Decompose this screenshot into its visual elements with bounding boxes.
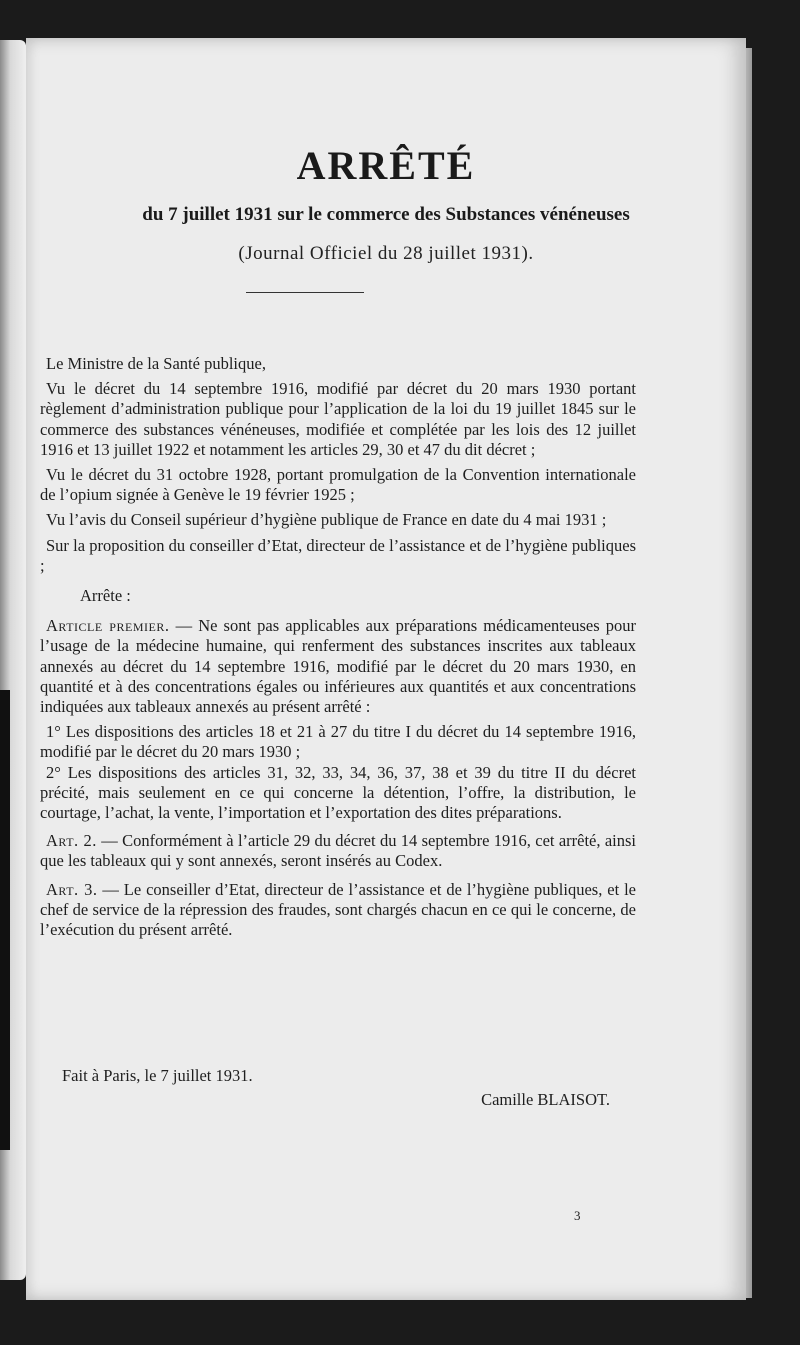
- considerant-proposition: Sur la proposition du conseiller d’Etat, directeur de l’assistance et de l’hygiène publiques ;: [40, 535, 636, 575]
- considerant-decret-1916: Vu le décret du 14 septembre 1916, modifié par décret du 20 mars 1930 portant règlement d’administration publique pour l’application de la loi du 19 juillet 1845 sur le commerce des substances vénéneuses, modifiée et complétée par les lois des 12 juillet 1916 et 13 juillet 1922 et notamment les articles 29, 30 et 47 du dit décret ;: [40, 379, 636, 459]
- article-2-label: Art. 2.: [46, 831, 97, 851]
- article-1-text: — Ne sont pas applicables aux préparations médicamenteuses pour l’usage de la médecine humaine, qui renferment des substances inscrites aux tableaux annexés au décret du 14 septembre 1916, modifié par le décret du 20 mars 1930, en quantité et à des concentrations égales ou inférieures aux quantités et aux concentrations indiquées aux tableaux annexés au présent arrêté :: [40, 616, 636, 717]
- place-date-line: Fait à Paris, le 7 juillet 1931.: [62, 1066, 253, 1085]
- article-2-text: — Conformément à l’article 29 du décret du 14 septembre 1916, cet arrêté, ainsi que les tableaux qui y sont annexés, seront insérés au Codex.: [40, 831, 636, 871]
- article-1: [40, 616, 636, 717]
- article-3: [40, 880, 636, 941]
- article-1-item-1: 1° Les dispositions des articles 18 et 21 à 27 du titre I du décret du 14 septembre 1916, modifié par le décret du 20 mars 1930 ;: [40, 722, 636, 762]
- article-3-label: Art. 3.: [46, 879, 98, 899]
- adjacent-page-print: [0, 690, 10, 1150]
- signature: Camille BLAISOT.: [481, 1090, 610, 1109]
- journal-reference: (Journal Officiel du 28 juillet 1931).: [238, 243, 534, 264]
- closing-block: [40, 1066, 636, 1110]
- article-3-text: — Le conseiller d’Etat, directeur de l’assistance et de l’hygiène publiques, et le chef de service de la répression des fraudes, sont chargés chacun en ce qui le concerne, de l’exécution du présent arrêté.: [40, 879, 636, 940]
- arrete-line: Arrête :: [80, 586, 131, 606]
- page-number: 3: [574, 1208, 581, 1223]
- article-1-item-2: 2° Les dispositions des articles 31, 32, 33, 34, 36, 37, 38 et 39 du titre II du décret précité, mais seulement en ce qui concerne la détention, l’offre, la distribution, le courtage, l’achat, la vente, l’importation et l’exportation des dites préparations.: [40, 762, 636, 823]
- considerant-decret-1928: Vu le décret du 31 octobre 1928, portant promulgation de la Convention internationale de l’opium signée à Genève le 19 février 1925 ;: [40, 465, 636, 505]
- page-subtitle: du 7 juillet 1931 sur le commerce des Substances vénéneuses: [142, 204, 630, 225]
- document-page: [26, 38, 746, 1300]
- minister-line: Le Ministre de la Santé publique,: [46, 354, 266, 373]
- article-2: [40, 831, 636, 871]
- page-title: ARRÊTÉ: [296, 143, 476, 188]
- article-1-label: Article premier.: [46, 616, 170, 636]
- decree-body: [40, 354, 636, 940]
- title-divider: [246, 292, 364, 293]
- considerant-avis-conseil: Vu l’avis du Conseil supérieur d’hygiène publique de France en date du 4 mai 1931 ;: [46, 510, 607, 530]
